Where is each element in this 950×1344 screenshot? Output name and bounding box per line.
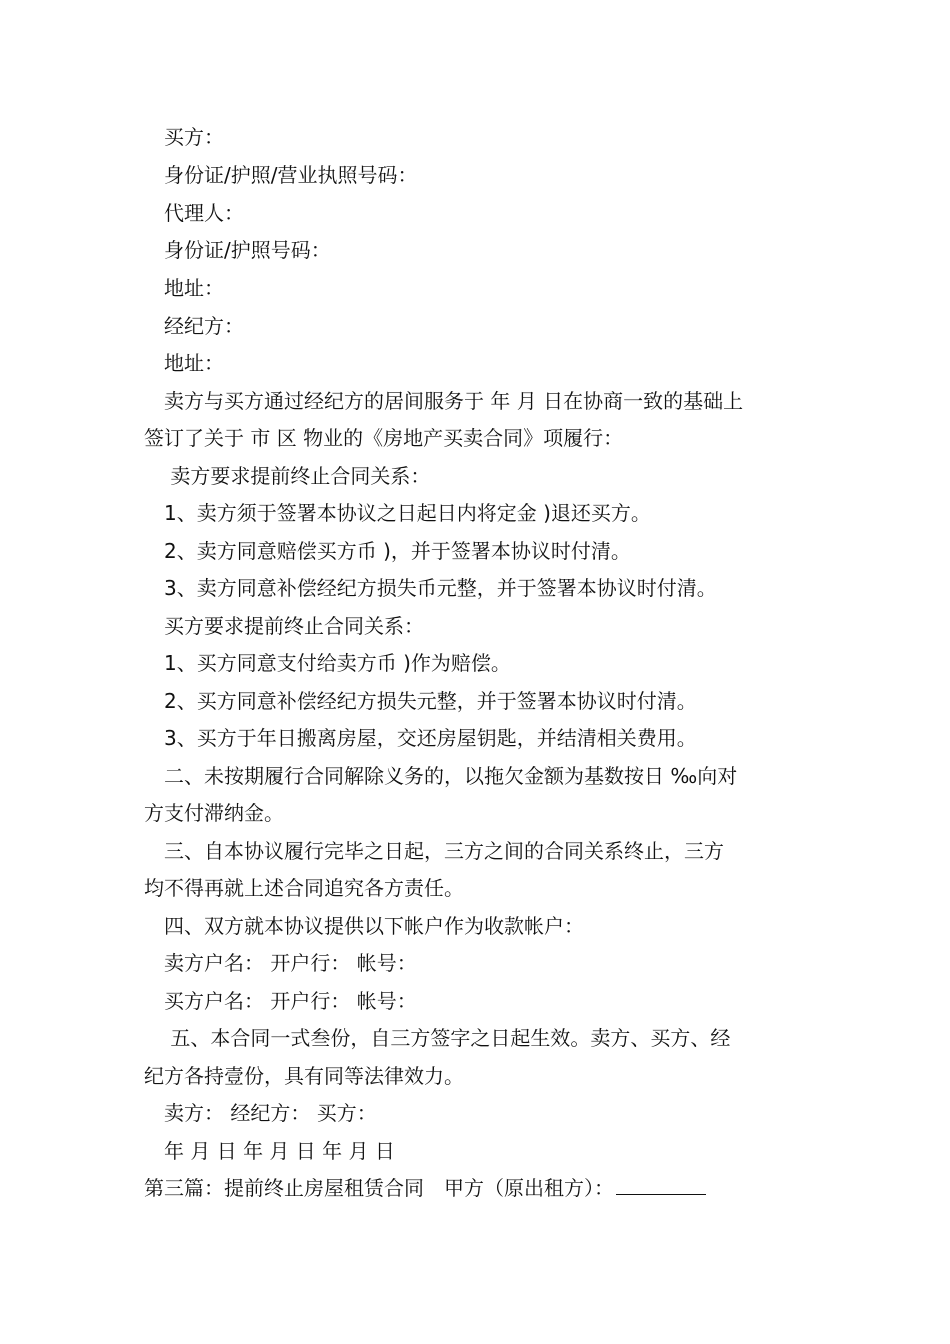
next-chapter-line [144,1175,814,1201]
buyer-line: 买方： [144,125,224,149]
broker-address-line: 地址： [144,351,224,375]
intro-paragraph-line-1: 卖方与买方通过经纪方的居间服务于 年 月 日在协商一致的基础上 [144,389,744,413]
section-two-line-1: 二、未按期履行合同解除义务的，以拖欠金额为基数按日 ‰向对 [144,764,738,788]
buyer-account-line: 买方户名： 开户行： 帐号： [144,989,417,1013]
section-three-line-1: 三、自本协议履行完毕之日起，三方之间的合同关系终止，三方 [144,839,724,863]
buyer-clause-2: 2、买方同意补偿经纪方损失元整，并于签署本协议时付清。 [144,689,697,713]
next-chapter-text: 第三篇：提前终止房屋租赁合同 甲方（原出租方）： [144,1176,614,1200]
seller-clause-2: 2、卖方同意赔偿买方币 )，并于签署本协议时付清。 [144,539,631,563]
buyer-id-line: 身份证/护照/营业执照号码： [144,163,418,187]
signature-dates-line: 年 月 日 年 月 日 年 月 日 [144,1139,395,1163]
intro-paragraph-line-2: 签订了关于 市 区 物业的《房地产买卖合同》项履行： [144,426,624,450]
section-four-line: 四、双方就本协议提供以下帐户作为收款帐户： [144,914,584,938]
buyer-clause-3: 3、买方于年日搬离房屋，交还房屋钥匙，并结清相关费用。 [144,726,697,750]
seller-clause-3: 3、卖方同意补偿经纪方损失币元整，并于签署本协议时付清。 [144,576,717,600]
seller-termination-heading: 卖方要求提前终止合同关系： [144,464,431,488]
section-two-line-2: 方支付滞纳金。 [144,801,284,825]
buyer-termination-heading: 买方要求提前终止合同关系： [144,614,424,638]
section-five-line-1: 五、本合同一式叁份，自三方签字之日起生效。卖方、买方、经 [144,1026,731,1050]
agent-id-line: 身份证/护照号码： [144,238,331,262]
seller-account-line: 卖方户名： 开户行： 帐号： [144,951,417,975]
agent-line: 代理人： [144,201,244,225]
signature-parties-line: 卖方： 经纪方： 买方： [144,1101,377,1125]
section-three-line-2: 均不得再就上述合同追究各方责任。 [144,876,464,900]
section-five-line-2: 纪方各持壹份，具有同等法律效力。 [144,1064,464,1088]
fill-in-blank [616,1176,706,1195]
buyer-clause-1: 1、买方同意支付给卖方币 )作为赔偿。 [144,651,511,675]
address-line: 地址： [144,276,224,300]
seller-clause-1: 1、卖方须于签署本协议之日起日内将定金 )退还买方。 [144,501,651,525]
broker-line: 经纪方： [144,314,244,338]
